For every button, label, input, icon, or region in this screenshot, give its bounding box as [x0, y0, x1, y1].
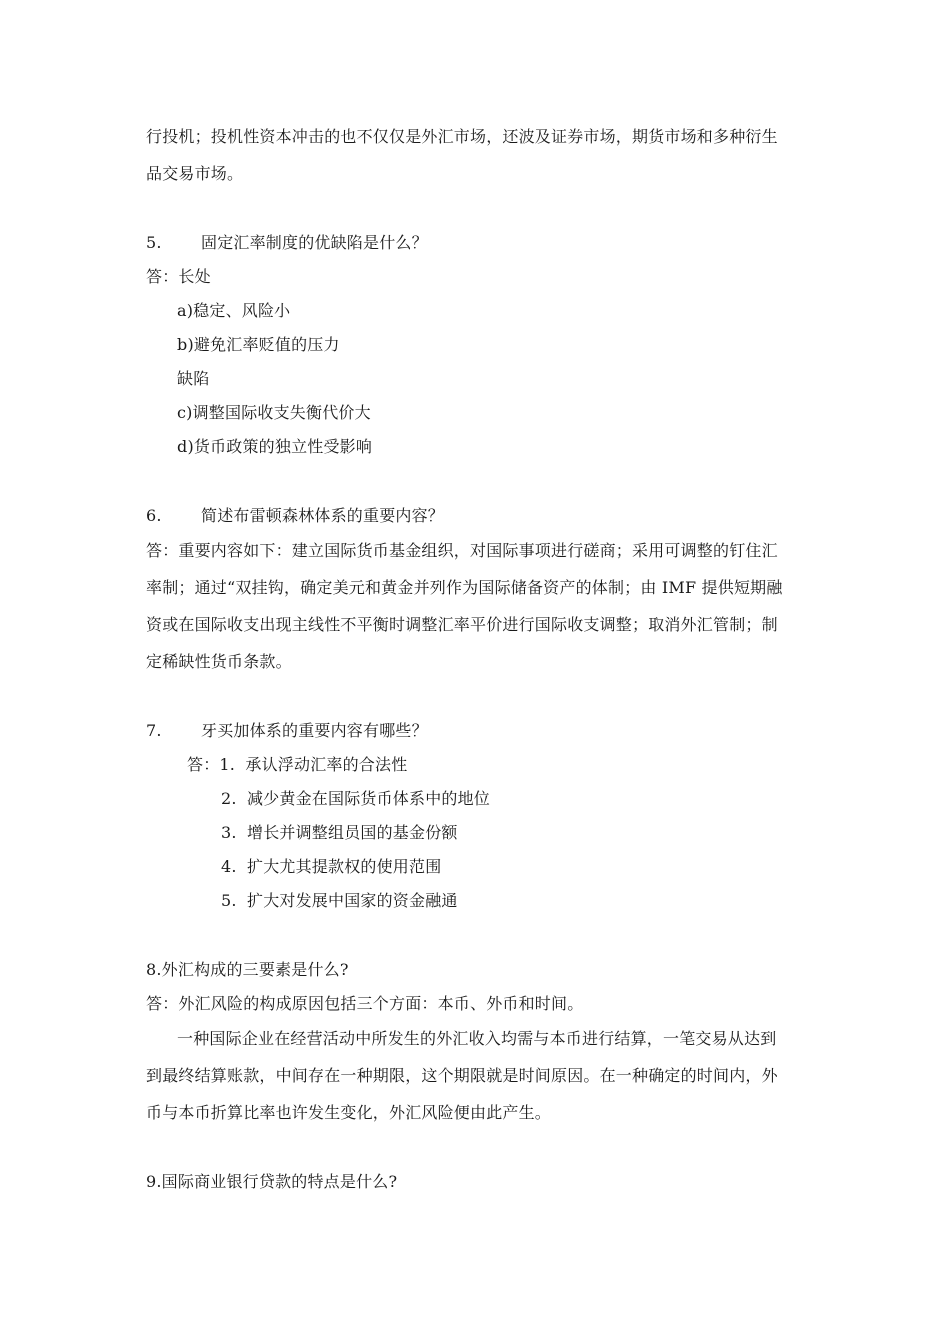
answer-5-item-a: a)稳定、风险小	[177, 301, 291, 320]
answer-5-item-c: c)调整国际收支失衡代价大	[177, 403, 371, 422]
answer-6-line-3: 资或在国际收支出现主线性不平衡时调整汇率平价进行国际收支调整；取消外汇管制；制	[146, 615, 778, 634]
answer-7-item-3	[221, 823, 458, 843]
question-6-number: 6.	[146, 506, 162, 525]
intro-line-1: 行投机；投机性资本冲击的也不仅仅是外汇市场，还波及证券市场，期货市场和多种衍生	[146, 127, 778, 146]
answer-7-item-text: 增长并调整组员国的基金份额	[247, 823, 458, 842]
question-9: 9.国际商业银行贷款的特点是什么?	[146, 1172, 398, 1191]
question-5-number: 5.	[146, 233, 162, 252]
answer-6-line-2: 率制；通过“双挂钩，确定美元和黄金并列作为国际储备资产的体制；由 IMF 提供短期融	[146, 578, 783, 597]
answer-7-item-number: 5.	[221, 891, 237, 910]
question-6	[146, 506, 444, 526]
answer-7-prefix: 答：	[187, 755, 220, 774]
question-7-number: 7.	[146, 721, 162, 740]
answer-7-item-number: 3.	[221, 823, 237, 842]
answer-7-item-2	[221, 789, 490, 809]
answer-8-head: 答：外汇风险的构成原因包括三个方面：本币、外币和时间。	[146, 994, 584, 1013]
answer-6-line-1: 答：重要内容如下：建立国际货币基金组织，对国际事项进行磋商；采用可调整的钉住汇	[146, 541, 778, 560]
answer-5-item-d: d)货币政策的独立性受影响	[177, 437, 373, 456]
answer-7-item-1	[187, 755, 407, 775]
answer-7-item-text: 承认浮动汇率的合法性	[245, 755, 408, 774]
answer-7-item-number: 1.	[219, 755, 236, 774]
question-8: 8.外汇构成的三要素是什么?	[146, 960, 349, 979]
answer-7-item-5	[221, 891, 458, 911]
question-7	[146, 721, 428, 741]
answer-8-paragraph-line-1: 一种国际企业在经营活动中所发生的外汇收入均需与本币进行结算，一笔交易从达到	[177, 1029, 777, 1048]
question-6-text: 简述布雷顿森林体系的重要内容？	[201, 506, 445, 525]
answer-5-head: 答：长处	[146, 267, 211, 286]
answer-5-item-b: b)避免汇率贬值的压力	[177, 335, 340, 354]
answer-8-paragraph-line-3: 币与本币折算比率也许发生变化，外汇风险便由此产生。	[146, 1103, 552, 1122]
answer-5-defects-heading: 缺陷	[177, 369, 210, 388]
answer-7-item-number: 4.	[221, 857, 237, 876]
question-5-text: 固定汇率制度的优缺陷是什么？	[201, 233, 428, 252]
question-5	[146, 233, 428, 253]
answer-7-item-4	[221, 857, 441, 877]
answer-7-item-text: 扩大对发展中国家的资金融通	[247, 891, 458, 910]
intro-line-2: 品交易市场。	[146, 164, 244, 183]
answer-7-item-text: 减少黄金在国际货币体系中的地位	[247, 789, 491, 808]
answer-6-line-4: 定稀缺性货币条款。	[146, 652, 292, 671]
answer-8-paragraph-line-2: 到最终结算账款，中间存在一种期限，这个期限就是时间原因。在一种确定的时间内，外	[146, 1066, 778, 1085]
answer-7-item-text: 扩大尤其提款权的使用范围	[247, 857, 442, 876]
question-7-text: 牙买加体系的重要内容有哪些？	[201, 721, 428, 740]
answer-7-item-number: 2.	[221, 789, 237, 808]
